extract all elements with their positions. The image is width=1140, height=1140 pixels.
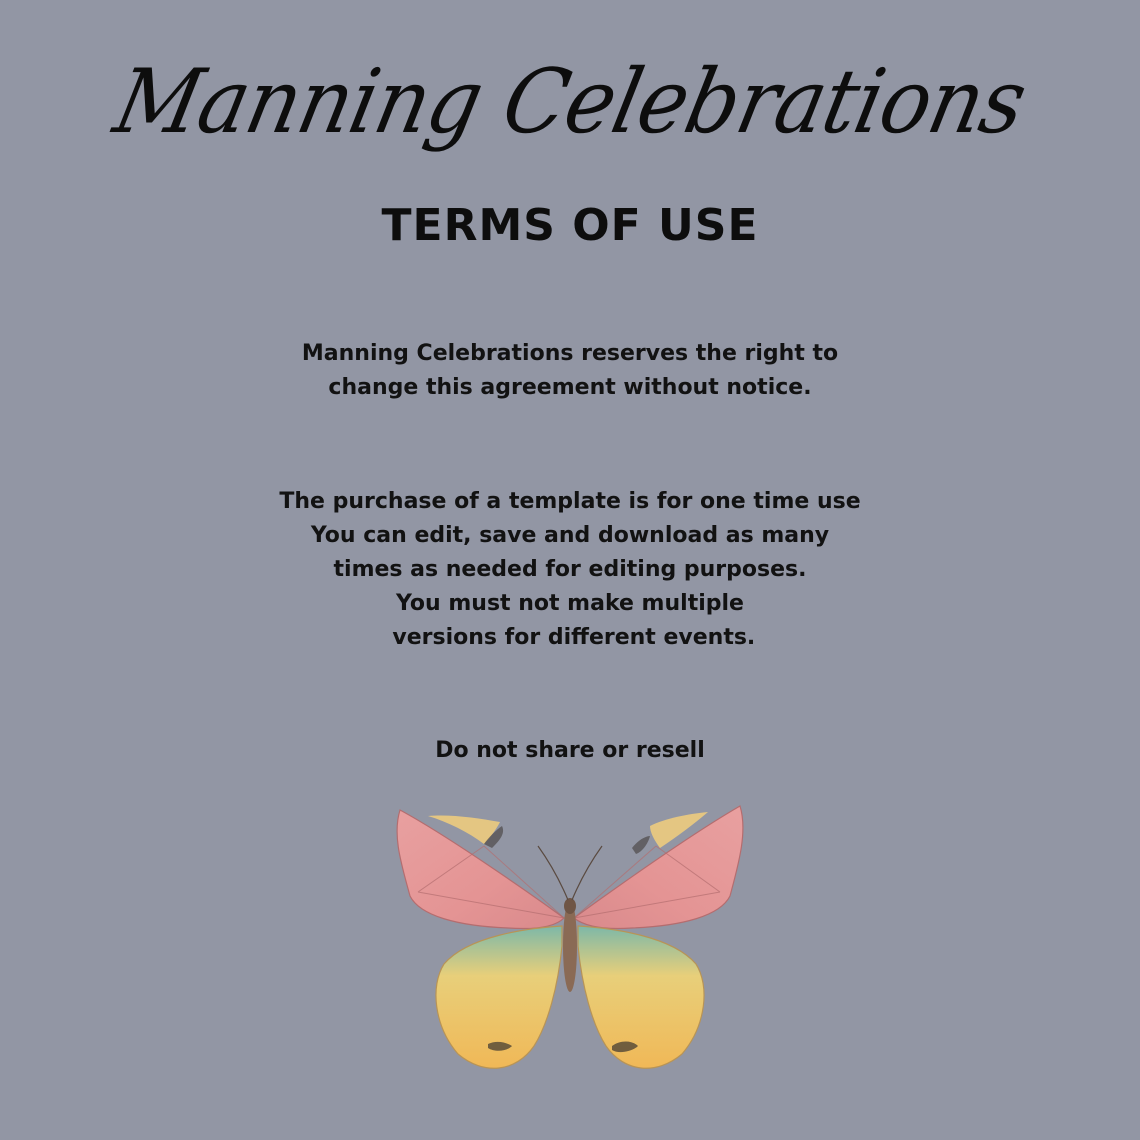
notice-line: Manning Celebrations reserves the right to (301, 341, 839, 366)
usage-line: The purchase of a template is for one time use (279, 489, 861, 514)
left-lower-wing (436, 926, 562, 1068)
usage-paragraph (0, 485, 1140, 655)
usage-line: versions for different events. (384, 625, 756, 650)
page-title: TERMS OF USE (381, 200, 759, 251)
left-upper-wing (397, 810, 564, 929)
right-upper-wing (574, 806, 743, 929)
right-lower-wing (578, 926, 704, 1068)
usage-line: You must not make multiple (396, 591, 744, 616)
butterfly-illustration (388, 796, 752, 1086)
usage-line: You can edit, save and download as many (310, 523, 830, 548)
brand-logo-script: Manning Celebrations (106, 51, 1035, 154)
share-paragraph (0, 734, 1140, 768)
usage-line: times as needed for editing purposes. (333, 557, 807, 582)
notice-line: change this agreement without notice. (328, 375, 812, 400)
notice-paragraph (0, 337, 1140, 405)
share-line: Do not share or resell (435, 738, 705, 763)
